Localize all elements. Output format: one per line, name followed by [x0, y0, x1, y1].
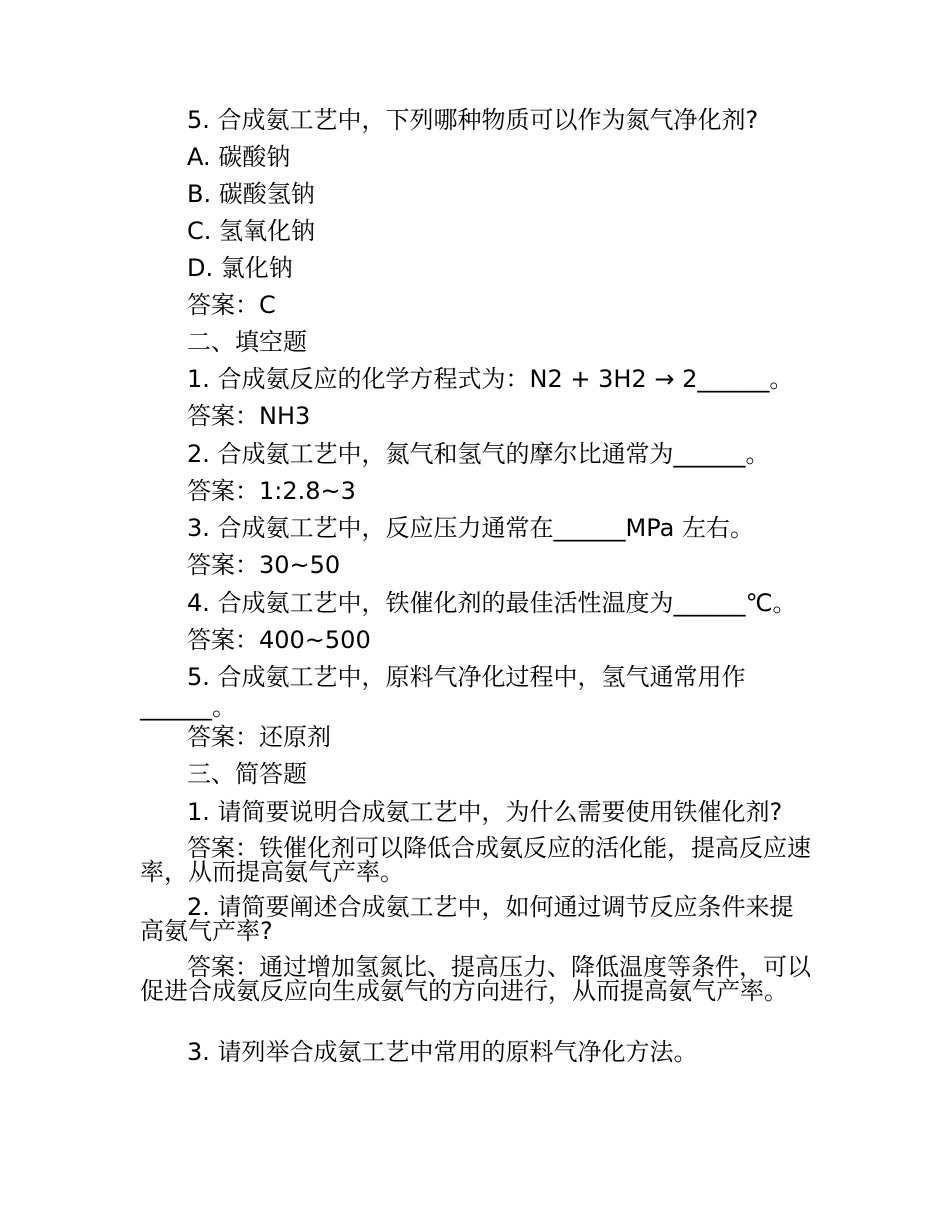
answer-short-1: 答案：铁催化剂可以降低合成氨反应的活化能，提高反应速率，从而提高氨气产率。	[140, 834, 811, 886]
question-fill-2: 2. 合成氨工艺中，氮气和氢气的摩尔比通常为______。	[187, 440, 770, 468]
answer-fill-5: 答案：还原剂	[187, 723, 331, 751]
question-short-1: 1. 请简要说明合成氨工艺中，为什么需要使用铁催化剂?	[187, 798, 783, 826]
option-b: B. 碳酸氢钠	[187, 180, 315, 208]
question-short-2: 2. 请简要阐述合成氨工艺中，如何通过调节反应条件来提高氨气产率?	[140, 893, 794, 945]
question-fill-5: 5. 合成氨工艺中，原料气净化过程中，氢气通常用作______。	[140, 663, 746, 721]
section-heading-fill-in: 二、填空题	[187, 328, 307, 356]
question-fill-4: 4. 合成氨工艺中，铁催化剂的最佳活性温度为______℃。	[187, 589, 797, 617]
option-d: D. 氯化钠	[187, 254, 293, 282]
question-fill-3: 3. 合成氨工艺中，反应压力通常在______MPa 左右。	[187, 514, 754, 542]
question-short-3: 3. 请列举合成氨工艺中常用的原料气净化方法。	[187, 1038, 698, 1066]
question-fill-1: 1. 合成氨反应的化学方程式为：N2 + 3H2 → 2______。	[187, 365, 794, 393]
answer-short-2: 答案：通过增加氢氮比、提高压力、降低温度等条件，可以促进合成氨反应向生成氨气的方向进行，从而提高氨气产率。	[140, 953, 811, 1005]
option-c: C. 氢氧化钠	[187, 217, 316, 245]
answer-mc-5: 答案：C	[187, 291, 276, 319]
answer-fill-4: 答案：400~500	[187, 626, 371, 654]
answer-fill-3: 答案：30~50	[187, 551, 341, 579]
answer-fill-1: 答案：NH3	[187, 402, 311, 430]
answer-fill-2: 答案：1:2.8~3	[187, 477, 356, 505]
section-heading-short-answer: 三、简答题	[187, 760, 307, 788]
question-mc-5: 5. 合成氨工艺中，下列哪种物质可以作为氮气净化剂?	[187, 106, 759, 134]
option-a: A. 碳酸钠	[187, 143, 291, 171]
